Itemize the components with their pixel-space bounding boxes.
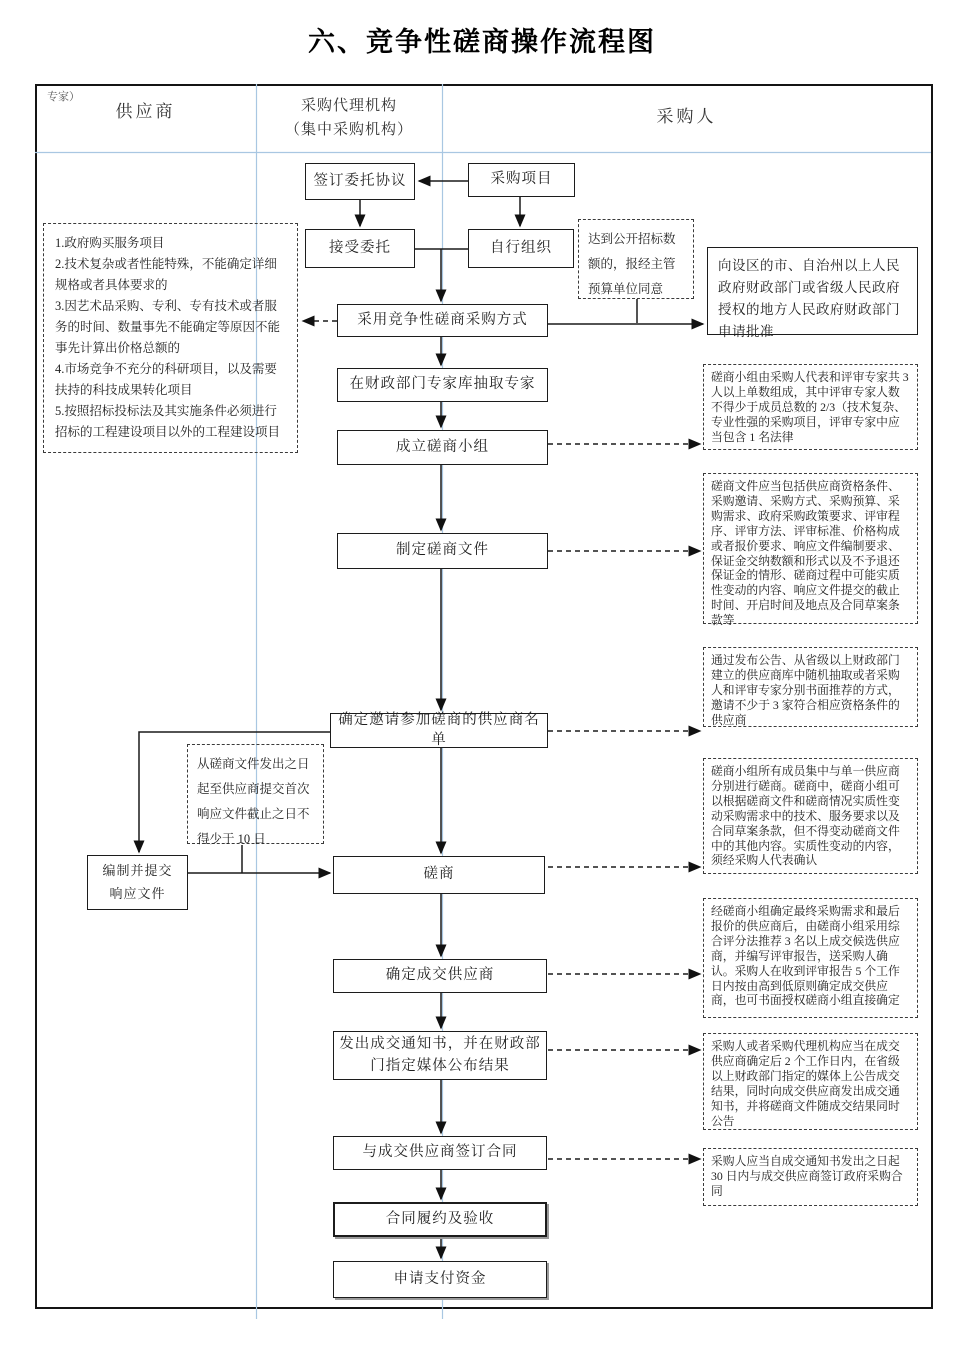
step-draw-experts: 在财政部门专家库抽取专家 <box>337 368 548 402</box>
step-procurement-project: 采购项目 <box>468 163 575 197</box>
note-winner-determination: 经磋商小组确定最终采购需求和最后报价的供应商后，由磋商小组采用综合评分法推荐 3 名以上成交候选供应商，并编写评审报告，送采购人确认。采购人在收到评审报告 5 个工作日内按由高到低原则确定成交供应商，也可书面授权磋商小组直接确定 <box>703 898 918 1018</box>
note-result-announcement: 采购人或者采购代理机构应当在成交供应商确定后 2 个工作日内，在省级以上财政部门指定的媒体上公告成交结果，同时向成交供应商发出成交通知书，并将磋商文件随成交结果同时公告 <box>703 1033 918 1130</box>
condition-item: 3.因艺术品采购、专利、专有技术或者服务的时间、数量事先不能确定等原因不能事先计算出价格总额的 <box>55 299 281 355</box>
note-applicable-conditions <box>43 223 298 453</box>
step-sign-contract: 与成交供应商签订合同 <box>333 1136 547 1170</box>
lane-header-agency <box>256 94 442 142</box>
note-response-deadline: 从磋商文件发出之日起至供应商提交首次响应文件截止之日不得少于 10 日 <box>187 744 324 844</box>
corner-note: 专家） <box>47 91 80 103</box>
step-prepare-response <box>87 855 188 910</box>
condition-item: 1.政府购买服务项目 <box>55 236 165 250</box>
step-contract-acceptance: 合同履约及验收 <box>333 1202 547 1237</box>
step-determine-supplier-list: 确定邀请参加磋商的供应商名单 <box>330 713 548 748</box>
step-apply-approval: 向设区的市、自治州以上人民政府财政部门或省级人民政府授权的地方人民政府财政部门申请批准 <box>707 247 918 335</box>
note-invitation-method: 通过发布公告、从省级以上财政部门建立的供应商库中随机抽取或者采购人和评审专家分别书面推荐的方式，邀请不少于 3 家符合相应资格条件的供应商 <box>703 647 918 727</box>
lane-header-agency-line1: 采购代理机构 <box>300 98 397 114</box>
step-accept-entrustment: 接受委托 <box>305 229 415 268</box>
page-title: 六、竞争性磋商操作流程图 <box>308 27 656 57</box>
step-consultation: 磋商 <box>333 856 545 894</box>
lane-header-agency-line2: （集中采购机构） <box>284 122 413 138</box>
step-prepare-response-label: 编制并提交响应文件 <box>102 863 173 901</box>
note-open-tender-threshold: 达到公开招标数额的，报经主管预算单位同意 <box>578 219 694 299</box>
condition-item: 4.市场竞争不充分的科研项目，以及需要扶持的科技成果转化项目 <box>55 362 277 397</box>
step-apply-payment: 申请支付资金 <box>333 1261 547 1298</box>
note-document-contents: 磋商文件应当包括供应商资格条件、采购邀请、采购方式、采购预算、采购需求、政府采购政策要求、评审程序、评审方法、评审标准、价格构成或者报价要求、响应文件编制要求、保证金交纳数额和形式以及不予退还保证金的情形、磋商过程中可能实质性变动的内容、响应文件提交的截止时间、开启时间及地点及合同草案条款等 <box>703 473 918 624</box>
step-self-organize: 自行组织 <box>468 229 574 268</box>
step-form-group: 成立磋商小组 <box>337 430 548 465</box>
step-issue-notice: 发出成交通知书，并在财政部门指定媒体公布结果 <box>333 1031 547 1080</box>
note-consultation-process: 磋商小组所有成员集中与单一供应商分别进行磋商。磋商中，磋商小组可以根据磋商文件和磋商情况实质性变动采购需求中的技术、服务要求以及合同草案条款，但不得变动磋商文件中的其他内容。实质性变动的内容，须经采购人代表确认 <box>703 758 918 874</box>
step-adopt-method: 采用竞争性磋商采购方式 <box>337 304 548 337</box>
step-determine-winner: 确定成交供应商 <box>333 959 547 993</box>
note-group-composition: 磋商小组由采购人代表和评审专家共 3 人以上单数组成，其中评审专家人数不得少于成员总数的 2/3（技术复杂、专业性强的采购项目，评审专家中应当包含 1 名法律 <box>703 364 918 450</box>
note-contract-deadline: 采购人应当自成交通知书发出之日起 30 日内与成交供应商签订政府采购合同 <box>703 1148 918 1206</box>
lane-header-supplier: 供应商 <box>115 102 176 121</box>
lane-header-purchaser: 采购人 <box>656 107 717 126</box>
step-prepare-documents: 制定磋商文件 <box>337 533 548 569</box>
condition-item: 2.技术复杂或者性能特殊，不能确定详细规格或者具体要求的 <box>55 257 277 292</box>
step-sign-agreement: 签订委托协议 <box>305 163 415 200</box>
condition-item: 5.按照招标投标法及其实施条件必须进行招标的工程建设项目以外的工程建设项目 <box>55 404 281 439</box>
